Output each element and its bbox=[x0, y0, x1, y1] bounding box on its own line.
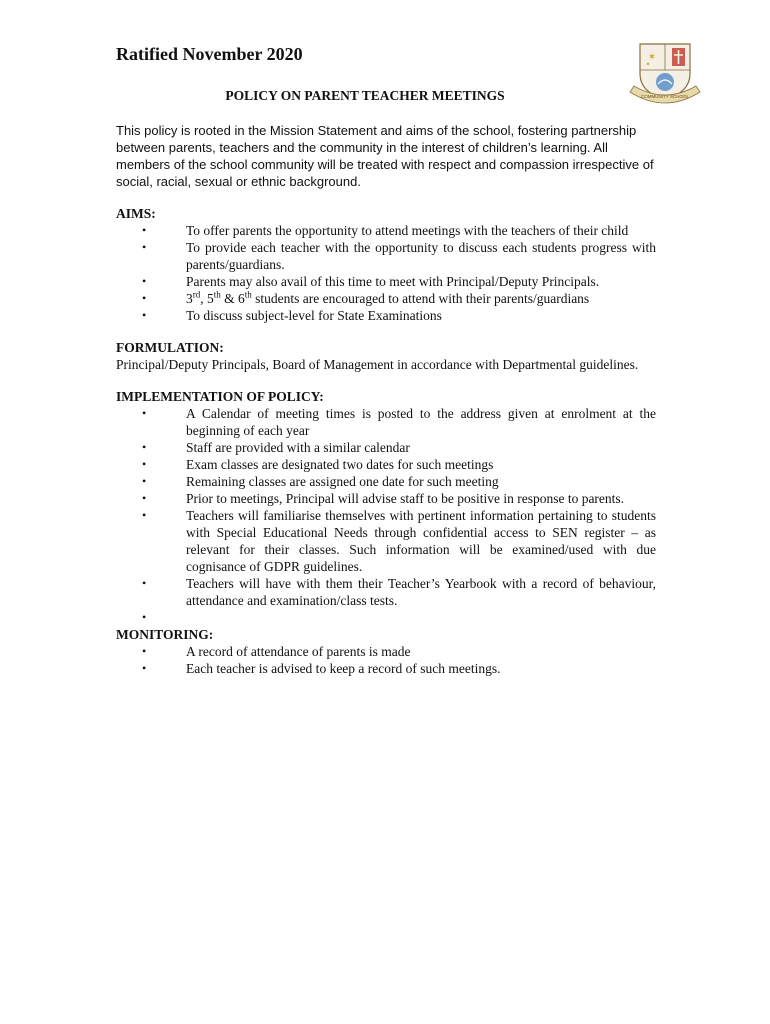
list-item: • Staff are provided with a similar calendar bbox=[142, 440, 410, 455]
aims-section bbox=[116, 205, 656, 324]
list-item bbox=[116, 609, 656, 626]
list-item: • Teachers will have with them their Teacher’s Yearbook with a record of behaviour, attendance and examination/class tests. bbox=[142, 576, 656, 608]
document-title: POLICY ON PARENT TEACHER MEETINGS bbox=[225, 88, 505, 103]
intro-paragraph: This policy is rooted in the Mission Statement and aims of the school, fostering partnership between parents, teachers and the community in the interest of children’s learning. All members of the school community will be treated with respect and compassion irrespective of social, racial, sexual or ethnic background. bbox=[116, 123, 654, 189]
svg-text:✶: ✶ bbox=[647, 52, 657, 63]
aims-list bbox=[116, 222, 656, 324]
bullet-icon: • bbox=[142, 406, 147, 420]
bullet-icon: • bbox=[142, 474, 147, 488]
list-item: • Teachers will familiarise themselves with pertinent information pertaining to students with Special Educational Needs through confidential access to SEN register – as relevant for their classes. Such information will be examined/used with due cognisance of GDPR guidelines. bbox=[142, 508, 656, 574]
formulation-section bbox=[116, 339, 656, 373]
list-item: • Prior to meetings, Principal will advise staff to be positive in response to parents. bbox=[142, 491, 625, 506]
bullet-icon: • bbox=[142, 610, 147, 624]
list-item: • Parents may also avail of this time to meet with Principal/Deputy Principals. bbox=[142, 274, 600, 289]
implementation-section bbox=[116, 388, 656, 626]
list-item: • Exam classes are designated two dates for such meetings bbox=[142, 457, 494, 472]
document-body bbox=[116, 122, 656, 692]
list-item: • To provide each teacher with the opportunity to discuss each students progress with parents/guardians. bbox=[142, 240, 656, 272]
implementation-heading: IMPLEMENTATION OF POLICY: bbox=[116, 389, 324, 404]
bullet-icon: • bbox=[142, 291, 147, 305]
ratified-date: Ratified November 2020 bbox=[116, 44, 303, 64]
crest-motto: COMMUNITY SCHOOL bbox=[641, 94, 689, 99]
list-item: • A record of attendance of parents is made bbox=[142, 644, 411, 659]
list-item: • 3rd, 5th & 6th students are encouraged to attend with their parents/guardians bbox=[142, 289, 590, 306]
formulation-text: Principal/Deputy Principals, Board of Management in accordance with Departmental guidelines. bbox=[116, 357, 639, 372]
list-item: • Each teacher is advised to keep a record of such meetings. bbox=[142, 661, 501, 676]
bullet-icon: • bbox=[142, 644, 147, 658]
bullet-icon: • bbox=[142, 308, 147, 322]
bullet-icon: • bbox=[142, 274, 147, 288]
formulation-heading: FORMULATION: bbox=[116, 340, 224, 355]
bullet-icon: • bbox=[142, 491, 147, 505]
bullet-icon: • bbox=[142, 457, 147, 471]
svg-text:✶: ✶ bbox=[645, 62, 651, 68]
bullet-icon: • bbox=[142, 661, 147, 675]
list-item: • To offer parents the opportunity to attend meetings with the teachers of their child bbox=[142, 223, 629, 238]
list-item: • Remaining classes are assigned one date for such meeting bbox=[142, 474, 499, 489]
list-item: • To discuss subject-level for State Examinations bbox=[142, 308, 442, 323]
year-groups: 3rd, 5th & 6th bbox=[186, 289, 252, 306]
monitoring-heading: MONITORING: bbox=[116, 627, 214, 642]
aims-heading: AIMS: bbox=[116, 206, 156, 221]
monitoring-section bbox=[116, 626, 656, 677]
bullet-icon: • bbox=[142, 223, 147, 237]
bullet-icon: • bbox=[142, 508, 147, 522]
bullet-icon: • bbox=[142, 576, 147, 590]
bullet-icon: • bbox=[142, 440, 147, 454]
list-item: • A Calendar of meeting times is posted to the address given at enrolment at the beginning of each year bbox=[142, 406, 656, 438]
monitoring-list bbox=[116, 643, 656, 677]
implementation-list bbox=[116, 405, 656, 626]
bullet-icon: • bbox=[142, 240, 147, 254]
